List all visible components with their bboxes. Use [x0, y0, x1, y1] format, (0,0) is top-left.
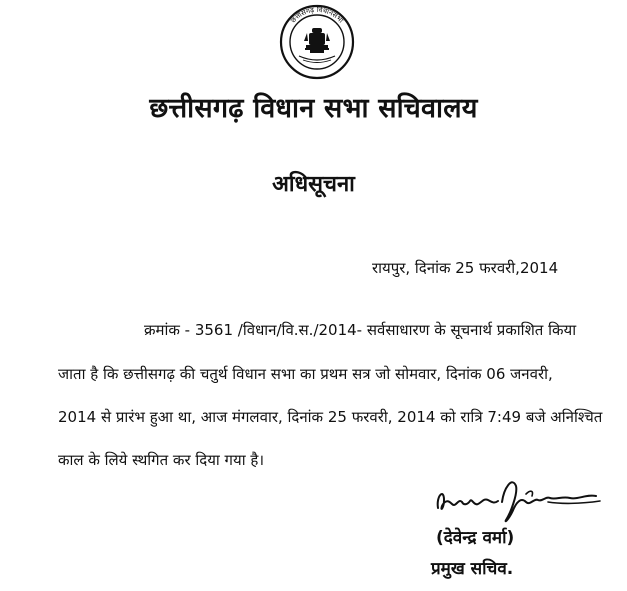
seal-text: छत्तीसगढ़ विधानसभा: [289, 5, 345, 25]
signer-name: (देवेन्द्र वर्मा): [436, 528, 515, 548]
body-line: काल के लिये स्थगित कर दिया गया है।: [58, 451, 264, 469]
notification-heading: अधिसूचना: [272, 172, 355, 197]
body-line: 2014 से प्रारंभ हुआ था, आज मंगलवार, दिनांक 25 फरवरी, 2014 को रात्रि 7:49 बजे अनिश्चित: [58, 408, 603, 426]
place-date: रायपुर, दिनांक 25 फरवरी,2014: [372, 259, 559, 277]
handwritten-signature-icon: [430, 468, 605, 528]
state-emblem-seal-icon: [279, 4, 355, 80]
body-line: जाता है कि छत्तीसगढ़ की चतुर्थ विधान सभा का प्रथम सत्र जो सोमवार, दिनांक 06 जनवरी,: [58, 365, 553, 383]
page-title: छत्तीसगढ़ विधान सभा सचिवालय: [149, 93, 478, 124]
body-line: क्रमांक - 3561 /विधान/वि.स./2014- सर्वसाधारण के सूचनार्थ प्रकाशित किया: [144, 321, 577, 339]
signer-designation: प्रमुख सचिव.: [431, 559, 514, 579]
